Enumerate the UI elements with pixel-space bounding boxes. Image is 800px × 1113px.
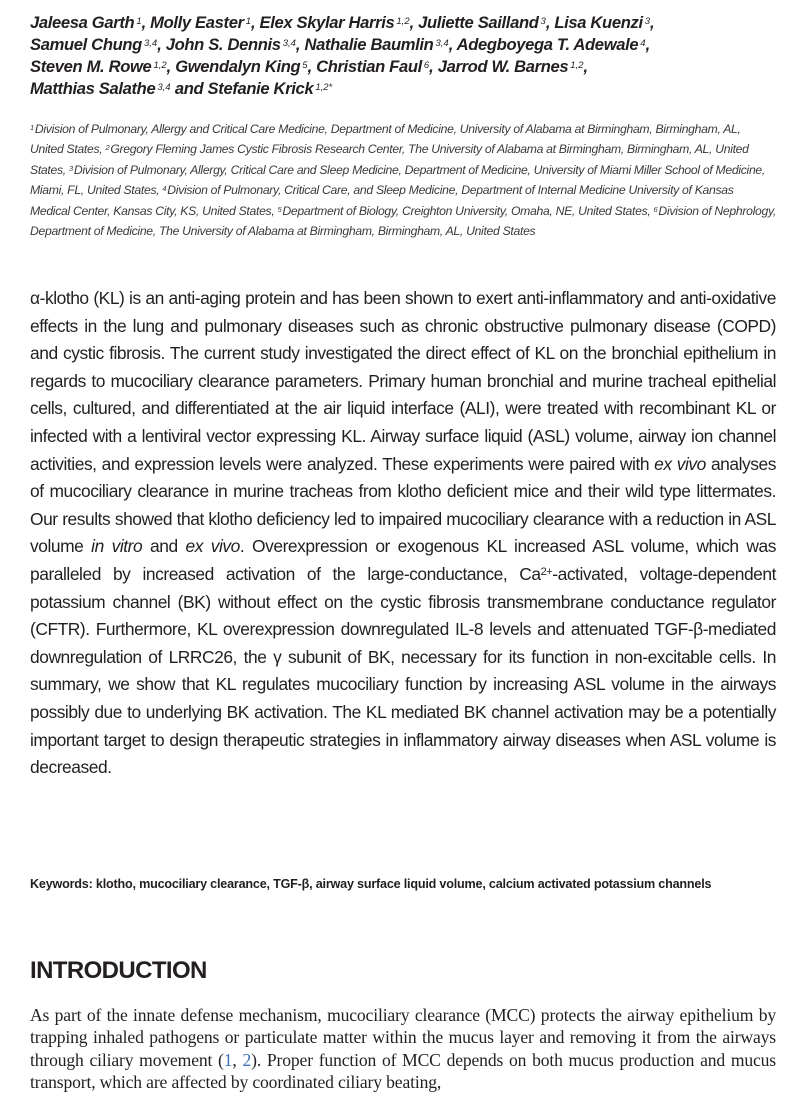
- author[interactable]: Stefanie Krick $^{1,2*}$: [207, 79, 333, 98]
- author[interactable]: Molly Easter $^1$: [150, 13, 251, 32]
- citation-link[interactable]: 1: [223, 1049, 233, 1070]
- author[interactable]: Juliette Sailland $^3$: [418, 13, 546, 32]
- author[interactable]: Steven M. Rowe $^{1,2}$: [30, 57, 167, 76]
- author[interactable]: Lisa Kuenzi $^3$: [554, 13, 651, 32]
- author[interactable]: Adegboyega T. Adewale $^4$: [456, 35, 646, 54]
- author[interactable]: Jarrod W. Barnes $^{1,2}$: [437, 57, 584, 76]
- affiliation: Division of Pulmonary, Allergy, Critical Care and Sleep Medicine, Department of Medicine, University of Miami Miller School of Medicine, Miami, FL, United States,: [30, 162, 765, 198]
- citation-link[interactable]: 2: [242, 1049, 252, 1070]
- affiliation: Gregory Fleming James Cystic Fibrosis Research Center, The University of Alabama at Birmingham, Birmingham, AL, United States,: [30, 142, 749, 177]
- introduction-paragraph: As part of the innate defense mechanism, mucociliary clearance (MCC) protects the airway epithelium by trapping inhaled pathogens or particulate matter within the mucus layer and removing it from the airways through ciliary movement (1, 2). Proper function of MCC depends on both mucus production and mucus transport, which are affected by coordinated ciliary beating,: [30, 1005, 777, 1093]
- author[interactable]: John S. Dennis $^{3,4}$: [165, 35, 296, 54]
- abstract: α-klotho (KL) is an anti-aging protein and has been shown to exert anti-inflammatory and anti-oxidative effects in the lung and pulmonary diseases such as chronic obstructive pulmonary disease (COPD) and cystic fibrosis. The current study investigated the direct effect of KL on the bronchial epithelium in regards to mucociliary clearance parameters. Primary human bronchial and murine tracheal epithelial cells, cultured, and differentiated at the air liquid interface (ALI), were treated with recombinant KL or infected with a lentiviral vector expressing KL. Airway surface liquid (ASL) volume, airway ion channel activities, and expression levels were analyzed. These experiments were paired with ex vivo analyses of mucociliary clearance in murine tracheas from klotho deficient mice and their wild type littermates. Our results showed that klotho deficiency led to impaired mucociliary clearance with a reduction in ASL volume in vitro and ex vivo. Overexpression or exogenous KL increased ASL volume, which was paralleled by increased activation of the large-conductance, $Ca^{2+}$-activated, voltage-dependent potassium channel (BK) without effect on the cystic fibrosis transmembrane conductance regulator (CFTR). Furthermore, KL overexpression downregulated IL-8 levels and attenuated TGF-β-mediated downregulation of LRRC26, the γ subunit of BK, necessary for its function in non-excitable cells. In summary, we show that KL regulates mucociliary function by increasing ASL volume in the airways possibly due to underlying BK activation. The KL mediated BK channel activation may be a potentially important target to design therapeutic strategies in inflammatory airway diseases when ASL volume is decreased.: [30, 288, 777, 778]
- author-list: Jaleesa Garth $^1$, Molly Easter $^1$, Elex Skylar Harris $^{1,2}$, Juliette Sailland $^3$, Lisa Kuenzi $^3$, Samuel Chung $^{3,4}$, John S. Dennis $^{3,4}$, Nathalie Baumlin $^{3,4}$, Adegboyega T. Adewale $^4$, Steven M. Rowe $^{1,2}$, Gwendalyn King $^5$, Christian Faul $^6$, Jarrod W. Barnes $^{1,2}$, Matthias Salathe $^{3,4}$ and Stefanie Krick $^{1,2*}$: [30, 13, 655, 98]
- author-connector: and: [174, 79, 204, 98]
- author[interactable]: Matthias Salathe $^{3,4}$: [30, 79, 171, 98]
- keywords-label: Keywords:: [30, 877, 93, 891]
- affiliation: Division of Pulmonary, Allergy and Critical Care Medicine, Department of Medicine, University of Alabama at Birmingham, Birmingham, AL, United States,: [30, 122, 741, 157]
- section-heading-introduction: INTRODUCTION: [30, 957, 207, 984]
- author[interactable]: Christian Faul $^6$: [316, 57, 430, 76]
- affiliations: $^1$Division of Pulmonary, Allergy and Critical Care Medicine, Department of Medicine, University of Alabama at Birmingham, Birmingham, AL, United States, $^2$Gregory Fleming James Cystic Fibrosis Research Center, The University of Alabama at Birmingham, Birmingham, AL, United States, $^3$Division of Pulmonary, Allergy, Critical Care and Sleep Medicine, Department of Medicine, University of Miami Miller School of Medicine, Miami, FL, United States, $^4$Division of Pulmonary, Critical Care, and Sleep Medicine, Department of Internal Medicine University of Kansas Medical Center, Kansas City, KS, United States, $^5$Department of Biology, Creighton University, Omaha, NE, United States, $^6$Division of Nephrology, Department of Medicine, The University of Alabama at Birmingham, Birmingham, AL, United States: [30, 122, 776, 239]
- author[interactable]: Nathalie Baumlin $^{3,4}$: [304, 35, 449, 54]
- author[interactable]: Gwendalyn King $^5$: [175, 57, 308, 76]
- affiliation: Division of Nephrology, Department of Medicine, The University of Alabama at Birmingham, Birmingham, AL, United States: [30, 203, 776, 239]
- keywords-text: klotho, mucociliary clearance, TGF-β, airway surface liquid volume, calcium activated potassium channels: [95, 877, 712, 891]
- affiliation: Department of Biology, Creighton University, Omaha, NE, United States,: [282, 203, 651, 218]
- author[interactable]: Jaleesa Garth $^1$: [30, 13, 142, 32]
- affiliation: Division of Pulmonary, Critical Care, and Sleep Medicine, Department of Internal Medicine University of Kansas Medical Center, Kansas City, KS, United States,: [30, 183, 734, 218]
- author[interactable]: Samuel Chung $^{3,4}$: [30, 35, 158, 54]
- author[interactable]: Elex Skylar Harris $^{1,2}$: [259, 13, 410, 32]
- keywords: [30, 874, 776, 894]
